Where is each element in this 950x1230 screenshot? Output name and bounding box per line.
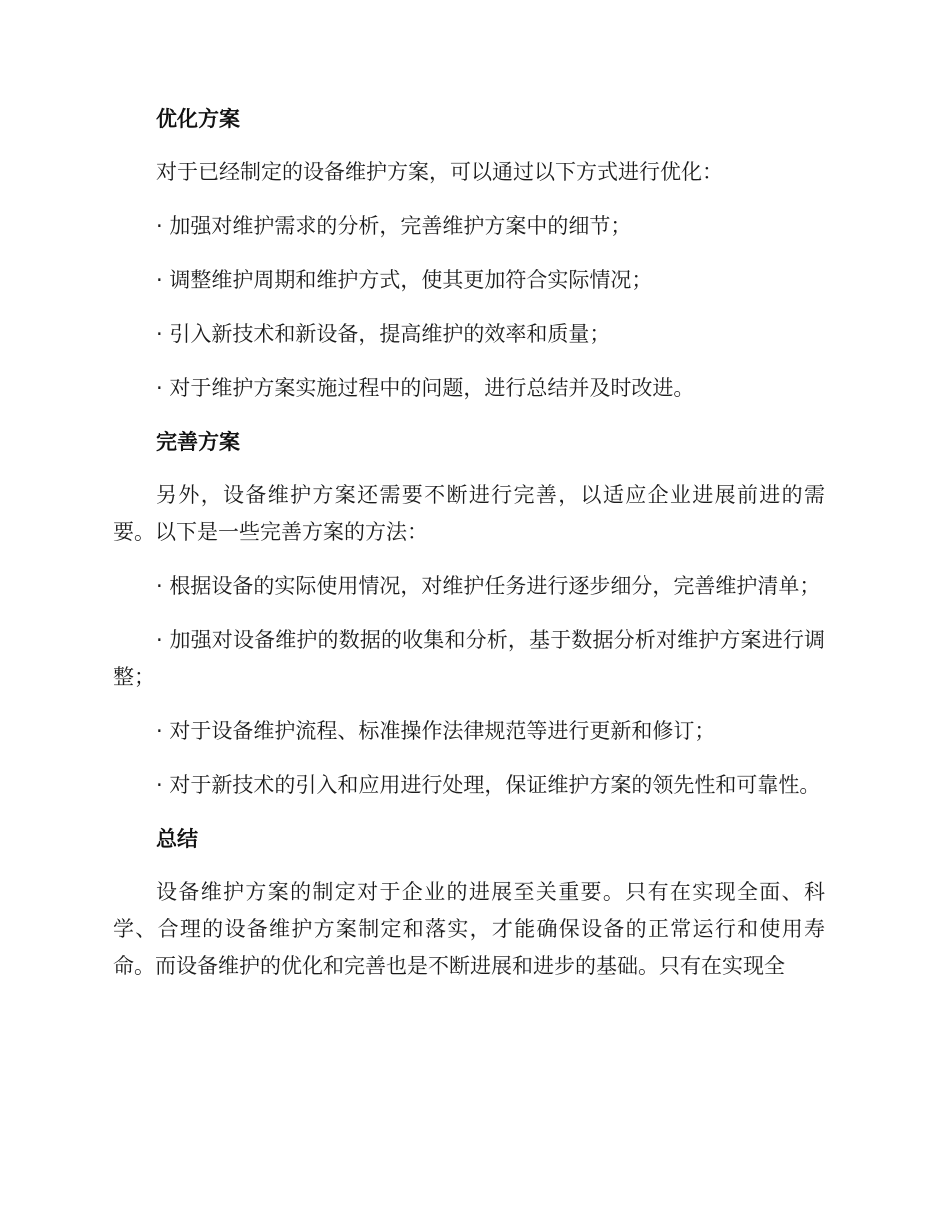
list-item: · 调整维护周期和维护方式，使其更加符合实际情况； [156, 268, 653, 292]
section-heading-improve: 完善方案 [156, 430, 240, 454]
document-page [113, 104, 825, 985]
list-item: · 对于新技术的引入和应用进行处理，保证维护方案的领先性和可靠性。 [156, 773, 821, 797]
list-item: · 加强对设备维护的数据的收集和分析，基于数据分析对维护方案进行调整； [113, 628, 825, 689]
section-intro-improve: 另外，设备维护方案还需要不断进行完善，以适应企业进展前进的需要。以下是一些完善方案的方法： [113, 483, 825, 544]
list-item: · 对于维护方案实施过程中的问题，进行总结并及时改进。 [156, 376, 695, 400]
list-item: · 加强对维护需求的分析，完善维护方案中的细节； [156, 214, 632, 238]
section-intro-optimize: 对于已经制定的设备维护方案，可以通过以下方式进行优化： [156, 160, 723, 184]
list-item: · 对于设备维护流程、标准操作法律规范等进行更新和修订； [156, 719, 716, 743]
section-heading-optimize: 优化方案 [156, 107, 240, 131]
section-heading-summary: 总结 [156, 827, 198, 851]
list-item: · 根据设备的实际使用情况，对维护任务进行逐步细分，完善维护清单； [156, 574, 821, 598]
list-item: · 引入新技术和新设备，提高维护的效率和质量； [156, 322, 611, 346]
section-intro-summary: 设备维护方案的制定对于企业的进展至关重要。只有在实现全面、科学、合理的设备维护方案制定和落实，才能确保设备的正常运行和使用寿命。而设备维护的优化和完善也是不断进展和进步的基础。只有在实现全 [113, 880, 825, 978]
